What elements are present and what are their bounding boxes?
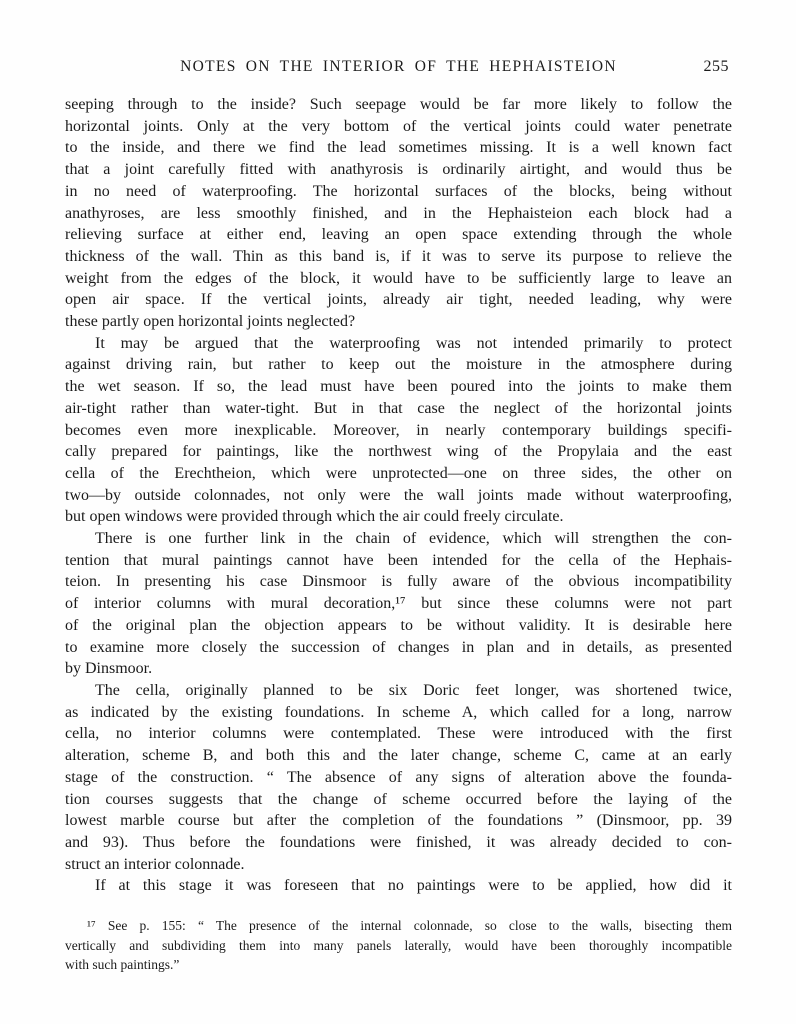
page-body [65,94,732,897]
text-line: with such paintings.” [65,957,180,973]
text-line: that a joint carefully fitted with anathyrosis is ordinarily airtight, and would thus be [65,161,732,179]
text-line: these partly open horizontal joints neglected? [65,313,356,331]
text-line: There is one further link in the chain of evidence, which will strengthen the con- [95,530,732,548]
text-line: tion courses suggests that the change of scheme occurred before the laying of the [65,790,732,808]
text-line: of interior columns with mural decoration,¹⁷ but since these columns were not part [65,595,732,613]
text-line: alteration, scheme B, and both this and the later change, scheme C, came at an early [65,747,732,765]
text-line: open air space. If the vertical joints, already air tight, needed leading, why were [65,291,732,309]
text-line: and 93). Thus before the foundations were finished, it was already decided to con- [65,833,732,851]
text-line: weight from the edges of the block, it would have to be sufficiently large to leave an [65,269,732,287]
text-line: two—by outside colonnades, not only were the wall joints made without waterproofing, [65,486,732,504]
text-line: The cella, originally planned to be six Doric feet longer, was shortened twice, [95,681,732,699]
text-line: by Dinsmoor. [65,660,153,678]
text-line: as indicated by the existing foundations. In scheme A, which called for a long, narrow [65,703,732,721]
paragraph [65,875,732,897]
paragraph [65,528,732,680]
paragraph [65,333,732,528]
text-line: seeping through to the inside? Such seepage would be far more likely to follow the [65,96,732,113]
text-line: but open windows were provided through which the air could freely circulate. [65,508,564,526]
text-line: vertically and subdividing them into many panels laterally, would have been thoroughly incompatible [65,937,732,953]
text-line: struct an interior colonnade. [65,855,245,873]
text-line: thickness of the wall. Thin as this band is, if it was to serve its purpose to relieve the [65,247,732,265]
text-line: cella, no interior columns were contemplated. These were introduced with the first [65,725,732,743]
paragraph [65,680,732,875]
text-line: horizontal joints. Only at the very bottom of the vertical joints could water penetrate [65,117,732,135]
text-line: to examine more closely the succession of changes in plan and in details, as presented [65,638,732,656]
text-line: ¹⁷ See p. 155: “ The presence of the internal colonnade, so close to the walls, bisecting them [87,918,732,934]
text-line: against driving rain, but rather to keep out the moisture in the atmosphere during [65,356,732,374]
text-line: If at this stage it was foreseen that no paintings were to be applied, how did it [95,877,732,895]
text-line: of the original plan the objection appears to be without validity. It is desirable here [65,616,732,634]
running-title: NOTES ON THE INTERIOR OF THE HEPHAISTEION [180,58,617,75]
text-line: relieving surface at either end, leaving an open space extending through the whole [65,226,732,244]
text-line: It may be argued that the waterproofing was not intended primarily to protect [95,334,732,352]
text-line: cella of the Erechtheion, which were unprotected—one on three sides, the other on [65,464,732,482]
text-line: in no need of waterproofing. The horizontal surfaces of the blocks, being without [65,182,732,200]
text-line: teion. In presenting his case Dinsmoor is fully aware of the obvious incompatibility [65,573,732,591]
footnote [65,916,732,975]
text-line: tention that mural paintings cannot have been intended for the cella of the Hephais- [65,551,732,569]
paragraph [65,94,732,333]
page-number: 255 [703,58,729,75]
text-line: lowest marble course but after the completion of the foundations ” (Dinsmoor, pp. 39 [65,812,732,830]
text-line: to the inside, and there we find the lead sometimes missing. It is a well known fact [65,139,732,157]
page-header [65,58,732,78]
text-line: anathyroses, are less smoothly finished, and in the Hephaisteion each block had a [65,204,732,222]
text-line: stage of the construction. “ The absence of any signs of alteration above the founda- [65,768,732,786]
text-line: cally prepared for paintings, like the northwest wing of the Propylaia and the east [65,443,732,461]
text-line: becomes even more inexplicable. Moreover, in nearly contemporary buildings specifi- [65,421,732,439]
text-line: the wet season. If so, the lead must have been poured into the joints to make them [65,378,732,396]
text-line: air-tight rather than water-tight. But in that case the neglect of the horizontal joints [65,399,732,417]
